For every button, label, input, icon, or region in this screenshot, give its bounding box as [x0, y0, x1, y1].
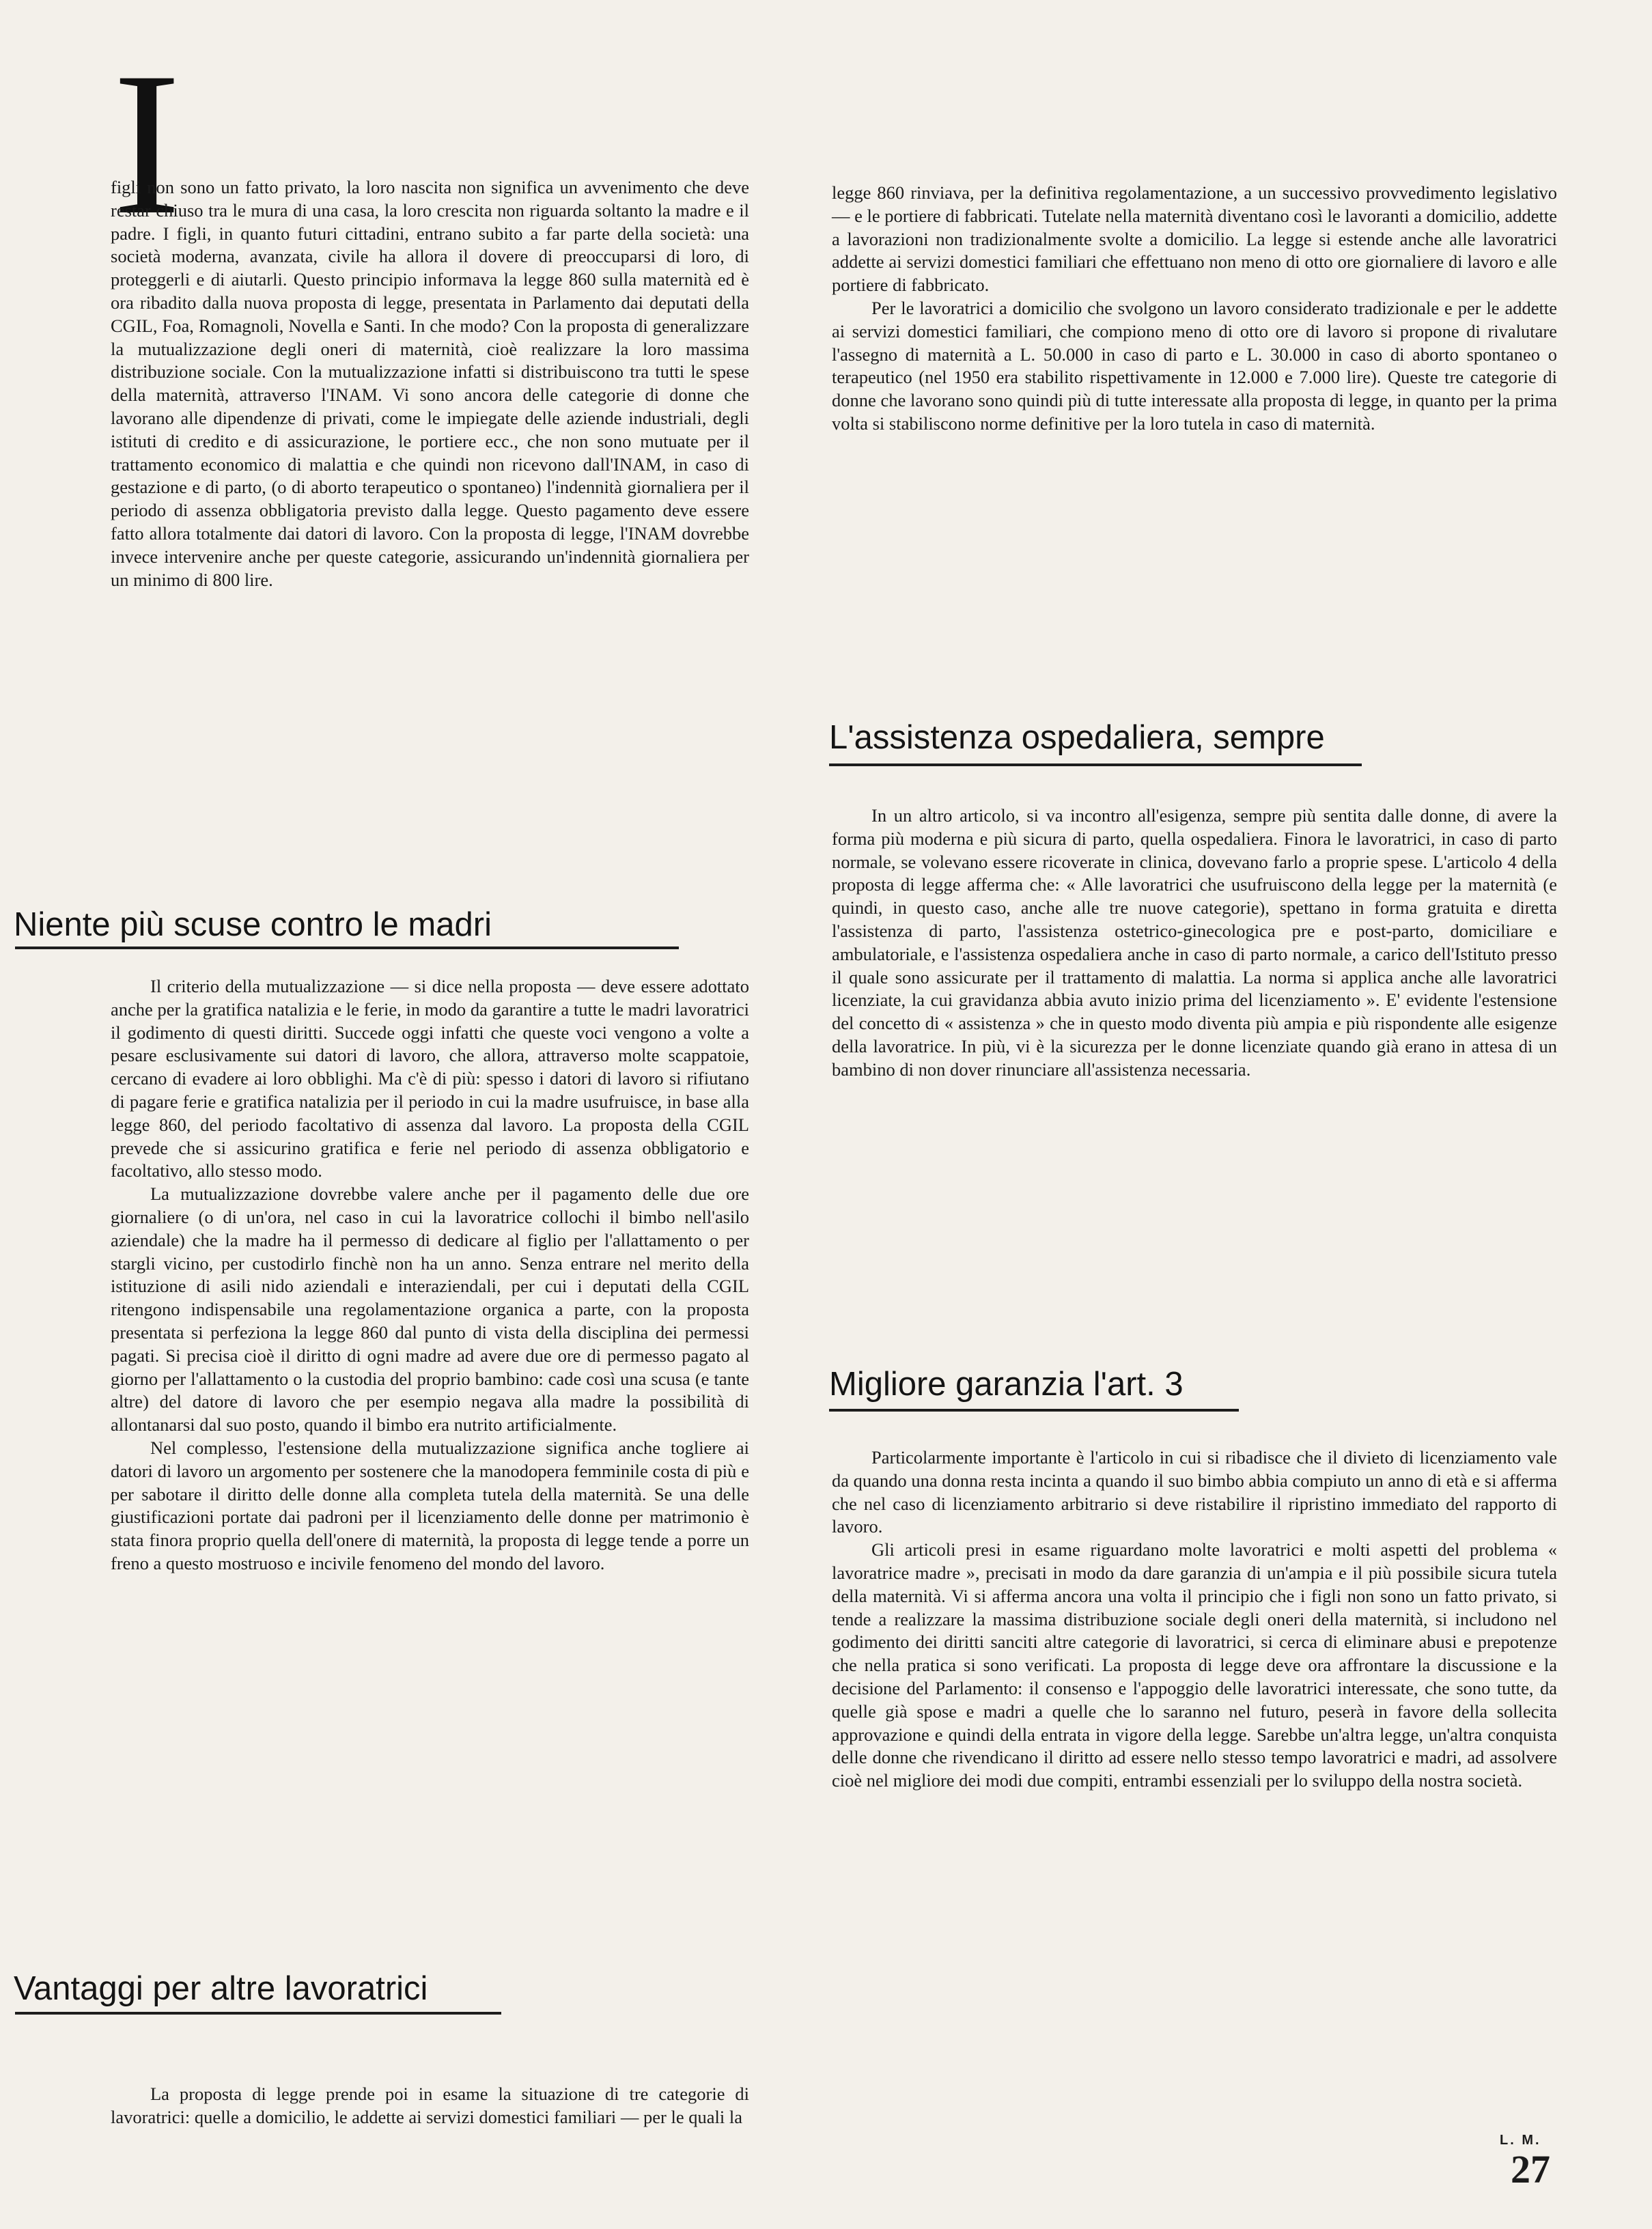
heading-rule	[829, 763, 1362, 766]
heading-niente-piu-scuse: Niente più scuse contro le madri	[14, 906, 492, 943]
section-garanzia-text	[832, 1446, 1557, 1793]
heading-rule	[15, 2012, 501, 2015]
section-madri-paragraph: La mutualizzazione dovrebbe valere anche per il pagamento delle due ore giornaliere (o di un'ora, nel caso in cui la lavoratrice collochi il bimbo nell'asilo aziendale) che la madre ha il permesso di dedicare al figlio per l'allattamento o per stargli vicino, per custodirlo finchè non ha un anno. Senza entrare nel merito della istituzione di asili nido aziendali e interaziendali, per cui i deputati della CGIL ritengono indispensabile una regolamentazione organica a parte, con la proposta presentata si perfeziona la legge 860 dal punto di vista della disciplina dei permessi pagati. Si precisa cioè il diritto di ogni madre ad avere due ore di permesso pagato al giorno per l'allattamento o la custodia del proprio bambino: cade così una scusa (e tante altre) del datore di lavoro che per esempio negava alla madre la possibilità di allontanarsi dal suo posto, quando il bimbo era nutrito artificialmente.	[111, 1183, 749, 1435]
section-vantaggi-continuation	[832, 182, 1557, 436]
section-assistenza-text	[832, 804, 1557, 1082]
section-madri-paragraph: Il criterio della mutualizzazione — si dice nella proposta — deve essere adottato anche per la gratifica natalizia e le ferie, in modo da garantire a tutte le madri lavoratrici il godimento di questi diritti. Succede oggi infatti che queste voci vengono a volte a pesare esclusivamente sui datori di lavoro, che allora, attraverso molte scappatoie, cercano di evadere ai loro obblighi. Ma c'è di più: spesso i datori di lavoro si rifiutano di pagare ferie e gratifica natalizia per il periodo in cui la madre usufruisce, in base alla legge 860, del periodo facoltativo di assenza dal lavoro. La proposta della CGIL prevede che si assicurino gratifica e ferie nel periodo di assenza obbligatorio e facoltativo, allo stesso modo.	[111, 976, 749, 1181]
drop-cap: I	[113, 30, 181, 257]
section-garanzia-paragraph: Particolarmente importante è l'articolo in cui si ribadisce che il divieto di licenziamento vale da quando una donna resta incinta a quando il suo bimbo abbia compiuto un anno di età e si afferma che nel caso di licenziamento arbitrario si deve ristabilire il ripristino immediato del rapporto di lavoro.	[832, 1447, 1557, 1537]
continuation-paragraph: Per le lavoratrici a domicilio che svolgono un lavoro considerato tradizionale e per le addette ai servizi domestici familiari, che compiono meno di otto ore di lavoro si propone di rivalutare l'assegno di maternità a L. 50.000 in caso di parto e L. 30.000 in caso di aborto spontaneo o terapeutico (nel 1950 era stabilito rispettivamente in 12.000 e 7.000 lire). Queste tre categorie di donne che lavorano sono quindi più di tutte interessate alla proposta di legge, in quanto per la prima volta si stabiliscono norme definitive per la loro tutela in caso di maternità.	[832, 297, 1557, 434]
section-vantaggi-paragraph: La proposta di legge prende poi in esame la situazione di tre categorie di lavoratrici: quelle a domicilio, le addette ai servizi domestici familiari — per le quali la	[111, 2084, 749, 2127]
intro-text	[111, 176, 749, 591]
section-garanzia-paragraph: Gli articoli presi in esame riguardano molte lavoratrici e molti aspetti del problema « lavoratrice madre », precisati in modo da dare garanzia di un'ampia e il più possibile sicura tutela della maternità. Vi si afferma ancora una volta il principio che i figli non sono un fatto privato, si tende a realizzare la massima distribuzione sociale degli oneri della maternità, si includono nel godimento dei diritti sanciti altre categorie di lavoratrici, si cerca di eliminare abusi e prepotenze che nella pratica si sono verificati. La proposta di legge deve ora affrontare la discussione e la decisione del Parlamento: il consenso e l'appoggio delle lavoratrici interessate, che sono tutte, da quelle già spose e madri a quelle che lo saranno nel futuro, peserà in favore della sollecita approvazione e quindi della entrata in vigore della legge. Sarebbe un'altra legge, un'altra conquista delle donne che rivendicano il diritto ad essere nello stesso tempo lavoratrici e madri, ad assolvere cioè nel migliore dei modi due compiti, entrambi essenziali per lo sviluppo della nostra società.	[832, 1539, 1557, 1791]
section-madri-paragraph: Nel complesso, l'estensione della mutualizzazione significa anche togliere ai datori di lavoro un argomento per sostenere che la manodopera femminile costa di più e per sabotare il diritto delle donne alla completa tutela della maternità. Se una delle giustificazioni portate dai padroni per il licenziamento delle donne per matrimonio è stata finora proprio quella dell'onere di maternità, la proposta di legge tende a porre un freno a questo mostruoso e incivile fenomeno del mondo del lavoro.	[111, 1437, 749, 1573]
heading-assistenza: L'assistenza ospedaliera, sempre	[829, 719, 1325, 756]
heading-garanzia: Migliore garanzia l'art. 3	[829, 1366, 1184, 1403]
heading-rule	[15, 947, 679, 949]
section-vantaggi-text	[111, 2083, 749, 2129]
section-assistenza-paragraph: In un altro articolo, si va incontro all'esigenza, sempre più sentita dalle donne, di avere la forma più moderna e più sicura di parto, quella ospedaliera. Finora le lavoratrici, in caso di parto normale, se volevano essere ricoverate in clinica, dovevano farlo a proprie spese. L'articolo 4 della proposta di legge afferma che: « Alle lavoratrici che usufruiscono della legge per la maternità (e quindi, in questo caso, anche alle tre nuove categorie), spettano in forma gratuita e diretta l'assistenza di parto, l'assistenza ostetrico-ginecologica pre e post-parto, domiciliare e ambulatoriale, e l'assistenza ospedaliera anche in caso di parto normale, a carico dell'Istituto presso il quale sono assicurate per il trattamento di malattia. La norma si applica anche alle lavoratrici licenziate, la cui gravidanza abbia avuto inizio prima del licenziamento ». E' evidente l'estensione del concetto di « assistenza » che in questo modo diventa più ampia e più rispondente alle esigenze della lavoratrice. In più, vi è la sicurezza per le donne licenziate quando già erano in attesa di un bambino di non dover rinunciare all'assistenza necessaria.	[832, 805, 1557, 1080]
intro-paragraph: figli non sono un fatto privato, la loro nascita non significa un avvenimento che deve restar chiuso tra le mura di una casa, la loro crescita non riguarda soltanto la madre e il padre. I figli, in quanto futuri cittadini, entrano subito a far parte della società: una società moderna, avanzata, civile ha allora il dovere di preoccuparsi di loro, di proteggerli e di aiutarli. Questo principio informava la legge 860 sulla maternità ed è ora ribadito dalla nuova proposta di legge, presentata in Parlamento dai deputati della CGIL, Foa, Romagnoli, Novella e Santi. In che modo? Con la proposta di generalizzare la mutualizzazione degli oneri di maternità, cioè realizzare la loro massima distribuzione sociale. Con la mutualizzazione infatti si distribuiscono tra tutti le spese della maternità, attraverso l'INAM. Vi sono ancora delle categorie di donne che lavorano alle dipendenze di privati, come le impiegate delle aziende industriali, degli istituti di credito e di assicurazione, le portiere ecc., che non sono mutuate per il trattamento economico di malattia e che quindi non ricevono dall'INAM, in caso di gestazione e di parto, (o di aborto terapeutico o spontaneo) l'indennità giornaliera per il periodo di assenza obbligatoria previsto dalla legge. Questo pagamento deve essere fatto allora totalmente dai datori di lavoro. Con la proposta di legge, l'INAM dovrebbe invece intervenire anche per queste categorie, assicurando un'indennità giornaliera per un minimo di 800 lire.	[111, 177, 749, 590]
section-madri-text	[111, 975, 749, 1575]
heading-rule	[829, 1409, 1239, 1412]
page-number: 27	[1511, 2147, 1550, 2191]
continuation-paragraph: legge 860 rinviava, per la definitiva regolamentazione, a un successivo provvedimento legislativo — e le portiere di fabbricati. Tutelate nella maternità diventano così le lavoranti a domicilio, addette a lavorazioni non tradizionalmente svolte a domicilio. La legge si estende anche alle lavoratrici addette ai servizi domestici familiari che effettuano non meno di otto ore giornaliere di lavoro e alle portiere di fabbricato.	[832, 182, 1557, 296]
author-signature: L. M.	[1500, 2133, 1541, 2148]
heading-vantaggi: Vantaggi per altre lavoratrici	[14, 1970, 428, 2007]
